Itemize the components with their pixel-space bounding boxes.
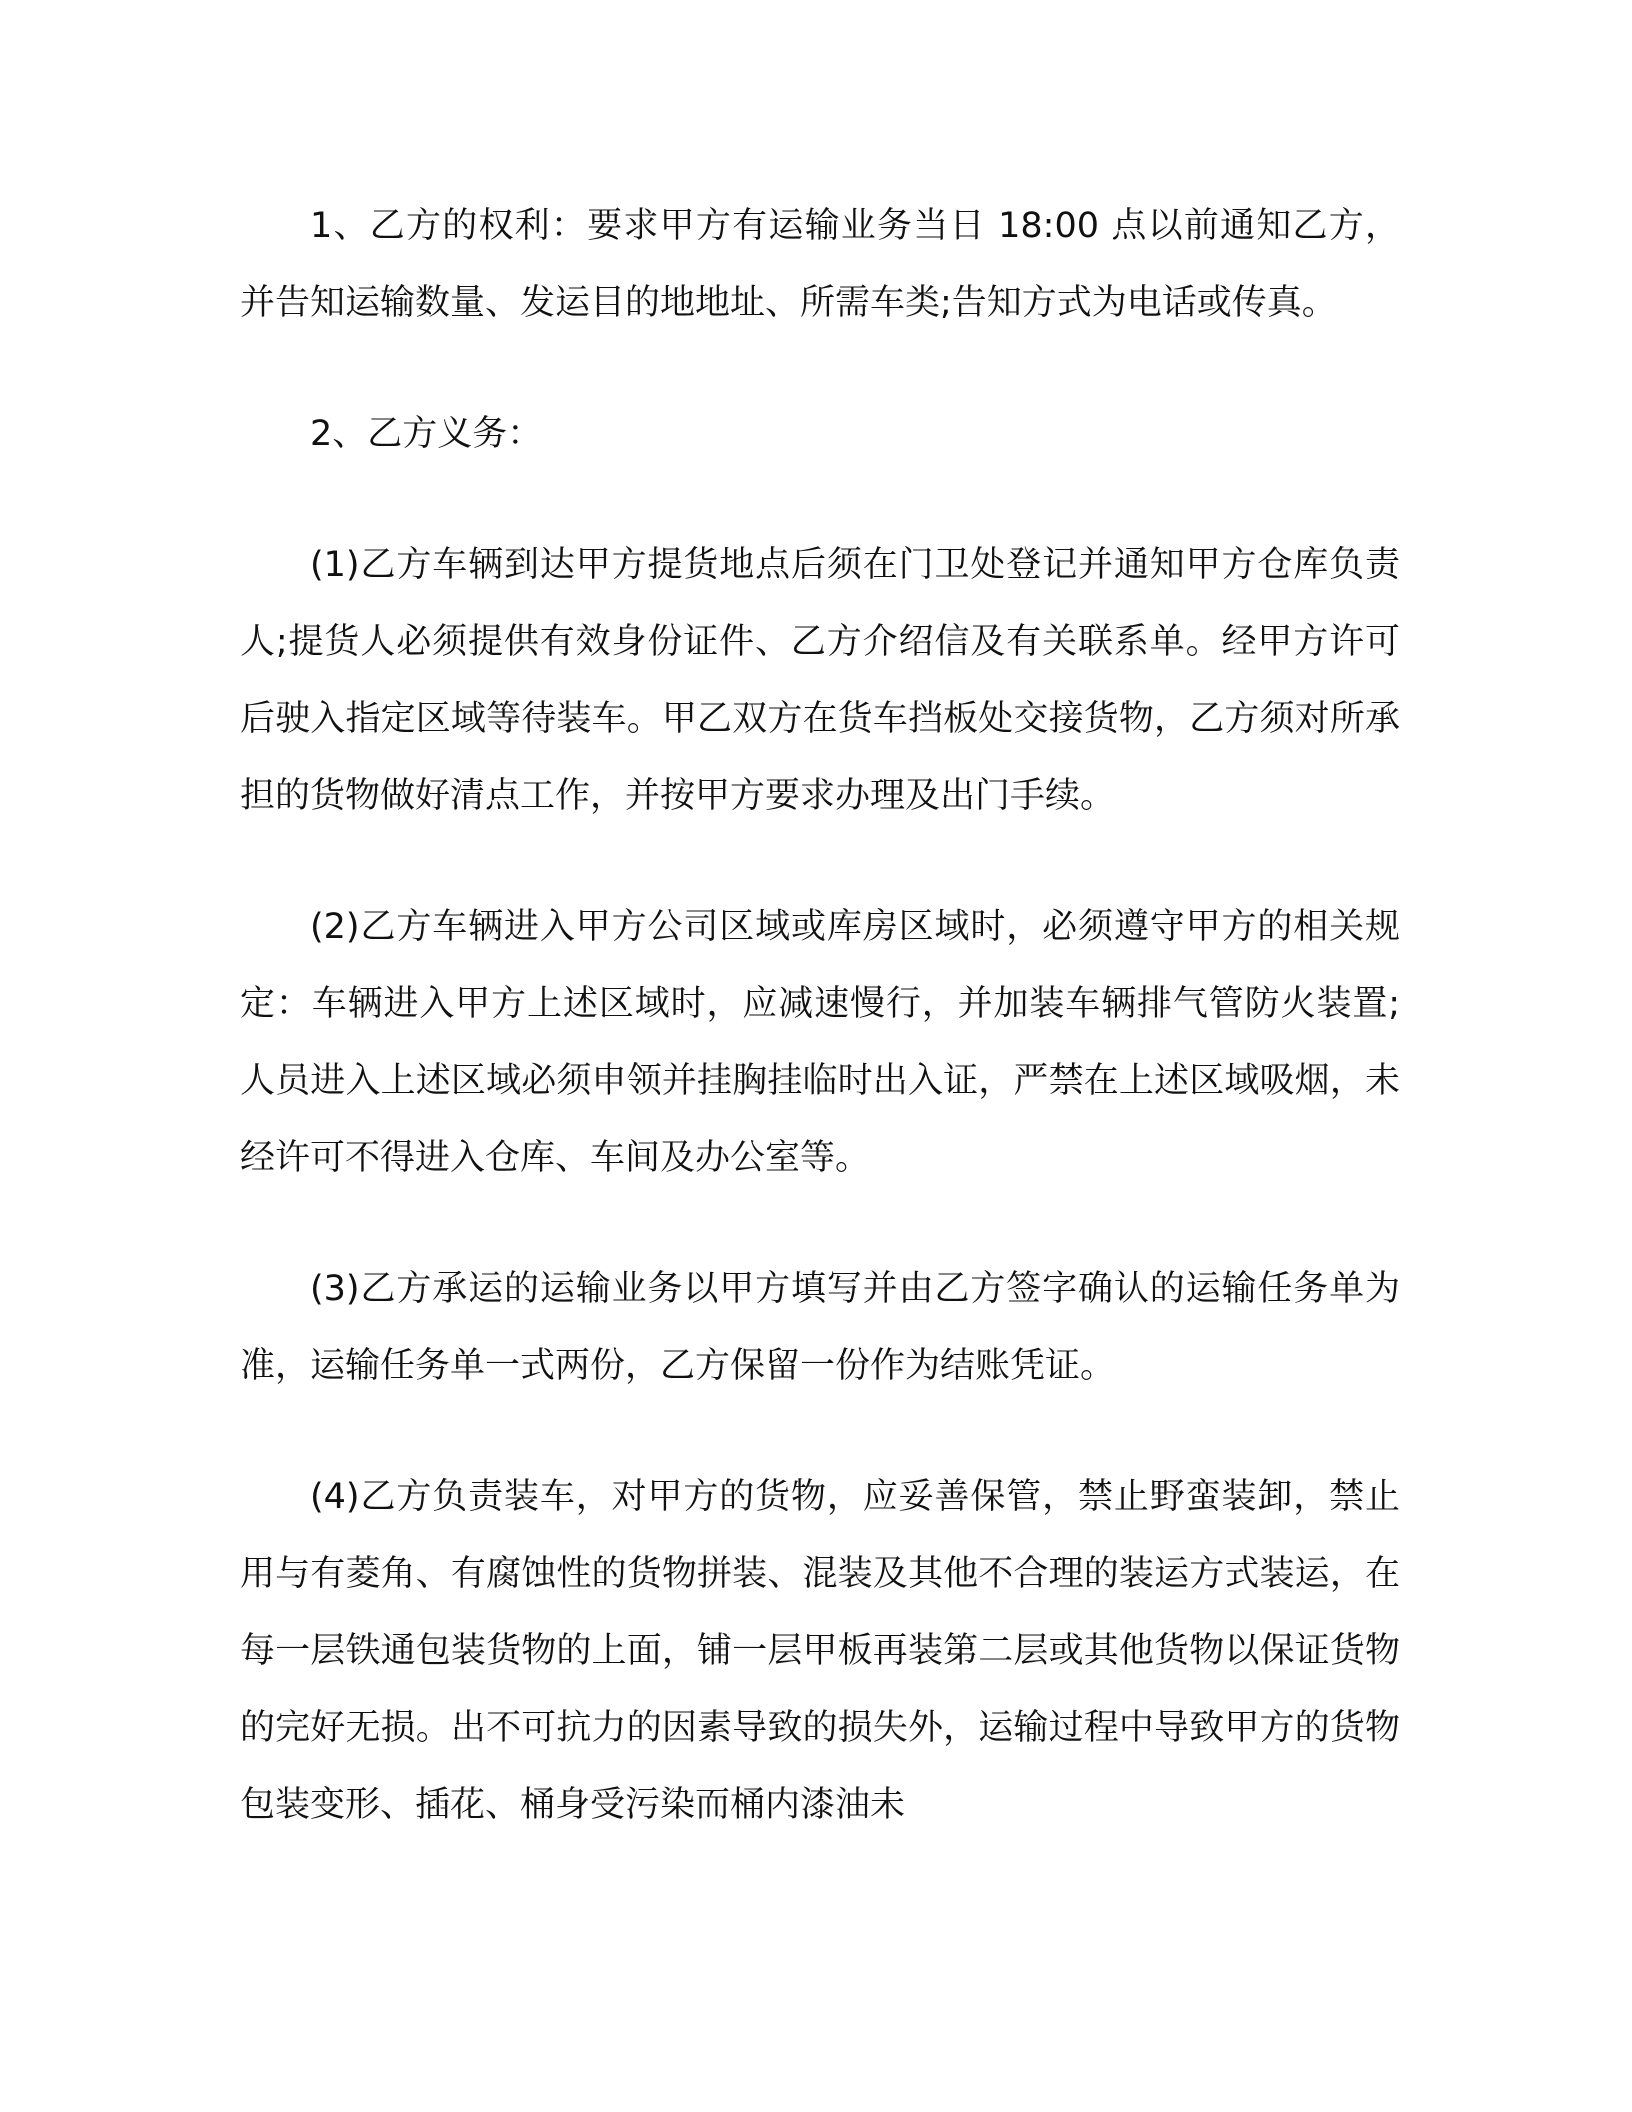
paragraph-obligation-4: (4)乙方负责装车，对甲方的货物，应妥善保管，禁止野蛮装卸，禁止用与有菱角、有腐蚀性的货物拼装、混装及其他不合理的装运方式装运，在每一层铁通包装货物的上面，铺一层甲板再装第二层或其他货物以保证货物的完好无损。出不可抗力的因素导致的损失外，运输过程中导致甲方的货物包装变形、插花、桶身受污染而桶内漆油未 — [240, 1477, 1400, 1825]
paragraph-obligation-2: (2)乙方车辆进入甲方公司区域或库房区域时，必须遵守甲方的相关规定：车辆进入甲方上述区域时，应减速慢行，并加装车辆排气管防火装置;人员进入上述区域必须申领并挂胸挂临时出入证，严禁在上述区域吸烟，未经许可不得进入仓库、车间及办公室等。 — [240, 907, 1400, 1178]
paragraph-rights: 1、乙方的权利：要求甲方有运输业务当日 18:00 点以前通知乙方，并告知运输数量、发运目的地地址、所需车类;告知方式为电话或传真。 — [240, 206, 1400, 323]
paragraph-obligations-heading: 2、乙方义务： — [310, 414, 543, 454]
document-body — [240, 188, 1400, 1844]
paragraph-obligation-3: (3)乙方承运的运输业务以甲方填写并由乙方签字确认的运输任务单为准，运输任务单一式两份，乙方保留一份作为结账凭证。 — [240, 1269, 1400, 1386]
paragraph-obligation-1: (1)乙方车辆到达甲方提货地点后须在门卫处登记并通知甲方仓库负责人;提货人必须提供有效身份证件、乙方介绍信及有关联系单。经甲方许可后驶入指定区域等待装车。甲乙双方在货车挡板处交接货物，乙方须对所承担的货物做好清点工作，并按甲方要求办理及出门手续。 — [240, 545, 1400, 816]
